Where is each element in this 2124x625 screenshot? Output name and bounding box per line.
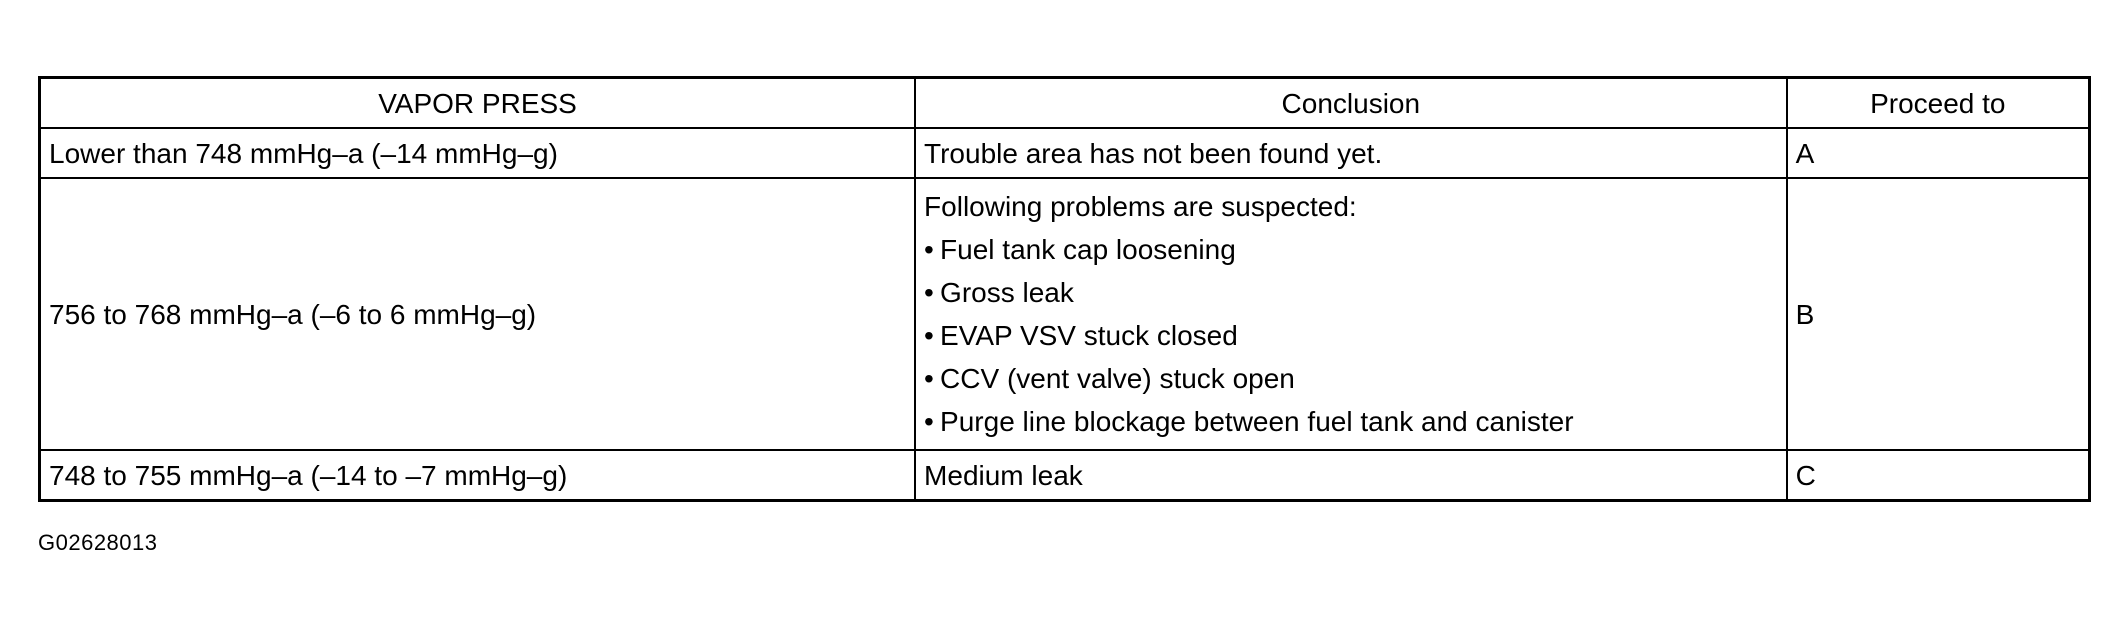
proceed-to-cell: C bbox=[1787, 450, 2090, 501]
conclusion-cell: Trouble area has not been found yet. bbox=[915, 128, 1787, 178]
list-item: • Fuel tank cap loosening bbox=[924, 228, 1778, 271]
list-item: • Gross leak bbox=[924, 271, 1778, 314]
list-item: • Purge line blockage between fuel tank and canister bbox=[924, 400, 1778, 443]
header-vapor-press: VAPOR PRESS bbox=[40, 78, 916, 129]
header-conclusion: Conclusion bbox=[915, 78, 1787, 129]
table-row bbox=[40, 178, 2090, 450]
header-proceed-to: Proceed to bbox=[1787, 78, 2090, 129]
table-row bbox=[40, 450, 2090, 501]
table-row bbox=[40, 128, 2090, 178]
proceed-to-cell: A bbox=[1787, 128, 2090, 178]
conclusion-cell: Medium leak bbox=[915, 450, 1787, 501]
vapor-press-cell: 756 to 768 mmHg–a (–6 to 6 mmHg–g) bbox=[40, 178, 916, 450]
proceed-to-cell: B bbox=[1787, 178, 2090, 450]
list-item: • CCV (vent valve) stuck open bbox=[924, 357, 1778, 400]
figure-code: G02628013 bbox=[38, 530, 158, 555]
diagnosis-table bbox=[38, 76, 2091, 502]
vapor-press-cell: Lower than 748 mmHg–a (–14 mmHg–g) bbox=[40, 128, 916, 178]
list-item: • EVAP VSV stuck closed bbox=[924, 314, 1778, 357]
conclusion-cell bbox=[915, 178, 1787, 450]
suspected-problems-list bbox=[924, 228, 1778, 443]
table-header-row bbox=[40, 78, 2090, 129]
vapor-press-cell: 748 to 755 mmHg–a (–14 to –7 mmHg–g) bbox=[40, 450, 916, 501]
conclusion-intro: Following problems are suspected: bbox=[924, 191, 1357, 222]
